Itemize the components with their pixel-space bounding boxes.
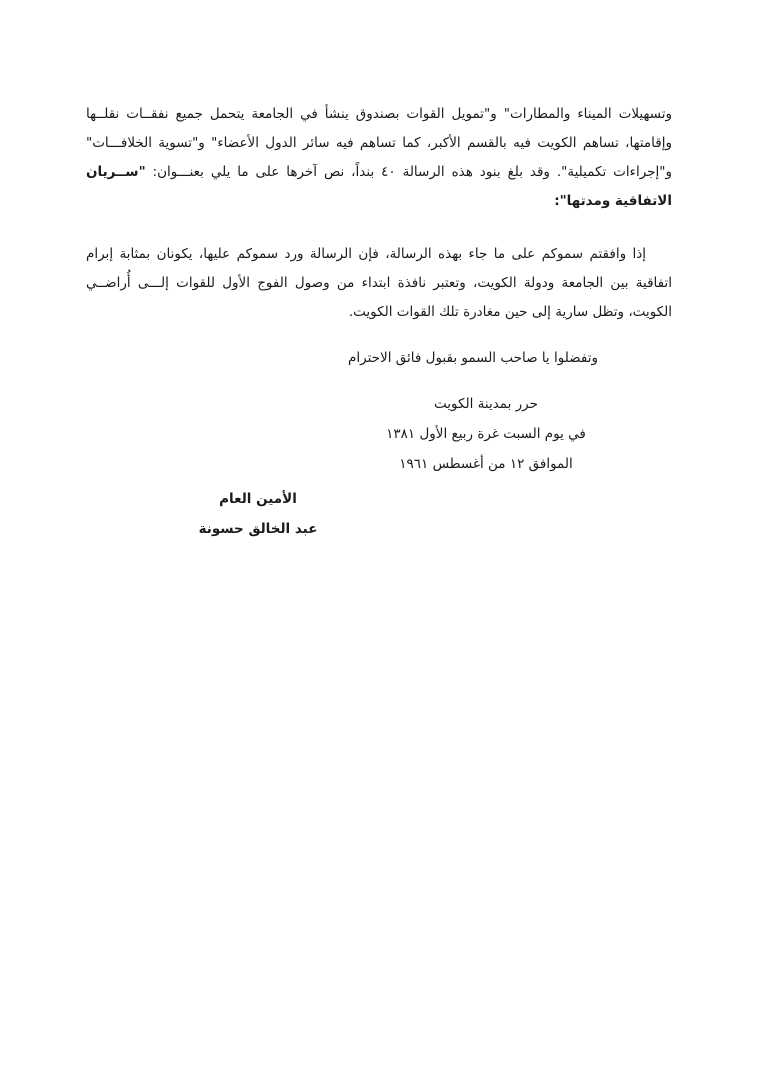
hijri-date-line: في يوم السبت غرة ربيع الأول ١٣٨١ bbox=[386, 426, 586, 442]
signature-block bbox=[153, 484, 363, 544]
date-block bbox=[336, 389, 636, 479]
section-title-start: "ســريان bbox=[86, 164, 146, 180]
section-title-end: الاتفاقية ومدتها": bbox=[554, 193, 672, 209]
paragraph-line: اتفاقية بين الجامعة ودولة الكويت، وتعتبر نافذة ابتداء من وصول الفوج الأول للقوات إلـــى أُراضــي bbox=[86, 275, 672, 291]
paragraph-line: إذا وافقتم سموكم على ما جاء بهذه الرسالة، فإن الرسالة ورد سموكم عليها، يكونان بمثابة إبرام bbox=[86, 246, 646, 262]
paragraph-line: وإقامتها، تساهم الكويت فيه بالقسم الأكبر، كما تساهم فيه سائر الدول الأعضاء" و"تسوية الخلافـــات" bbox=[86, 135, 672, 151]
paragraph-agreement-items bbox=[86, 100, 672, 216]
paragraph-line-normal-text: و"إجراءات تكميلية". وقد بلغ بنود هذه الرسالة ٤٠ بنداً، نص آخرها على ما يلي بعنـــوان: bbox=[152, 164, 673, 180]
paragraph-line bbox=[86, 158, 672, 187]
signature-title: الأمين العام bbox=[219, 491, 297, 507]
letter-body bbox=[86, 100, 672, 544]
gregorian-date-line: الموافق ١٢ من أغسطس ١٩٦١ bbox=[399, 456, 573, 472]
paragraph-ratification bbox=[86, 240, 672, 327]
paragraph-line: وتسهيلات الميناء والمطارات" و"تمويل القوات بصندوق ينشأ في الجامعة يتحمل جميع نفقــات نقلــها bbox=[86, 106, 672, 122]
closing-salutation: وتفضلوا يا صاحب السمو بقبول فائق الاحترام bbox=[348, 350, 598, 366]
signature-name: عبد الخالق حسونة bbox=[198, 521, 318, 537]
place-line: حرر بمدينة الكويت bbox=[434, 396, 538, 412]
paragraph-line: الكويت، وتظل سارية إلى حين مغادرة تلك القوات الكويت. bbox=[348, 304, 672, 320]
